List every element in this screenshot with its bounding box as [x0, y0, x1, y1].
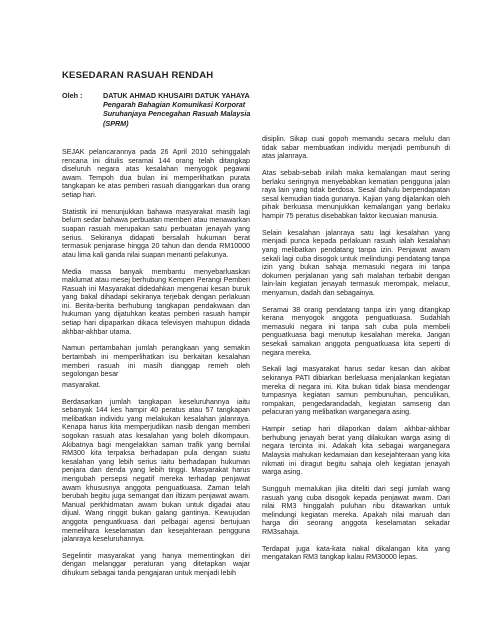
author-label: Oleh :	[62, 91, 83, 100]
paragraph: Selain kesalahan jalanraya satu lagi kesalahan yang menjadi punca kepada perlakuan rasuah ialah kesalahan yang melibatkan pendatang tanpa izin. Penjawat awam sekali lagi cuba disogok untuk melindungi pendatang tanpa izin yang bukan sahaja memasuki negara ini tanpa dokumen perjalanan yang sah malahan terbabit dengan lain-lain kegiatan jenayah termasuk merompak, melacur, menyamun, dadah dan sebagainya.	[262, 228, 450, 297]
paragraph: Media massa banyak membantu menyebarluaskan maklumat atau mesej berhubung Kempen Perangi Pemberi Rasuah ini Masyarakat didedahkan mengenai kesan buruk yang bakal dihadapi sekiranya terjebak dengan perlakuan ini. Berita-berita berhubung tangkapan pendakwaan dan hukuman yang dijatuhkan keatas pemberi rasuah hampir setiap hari dipaparkan dikaca televisyen mahupun didada akhbar-akhbar utama.	[62, 267, 250, 336]
paragraph: Sekali lagi masyarakat harus sedar kesan dan akibat sekiranya PATI dibiarkan berleluasa menjalankan kegiatan mereka di negara ini. Kita bukan tidak biasa mendengar tumpasnya kegiatan samun pembunuhan, penculikan, rompakan, pengedarandadah, kegiatan samseng dan pelacuran yang melibatkan warganegara asing.	[262, 365, 450, 417]
paragraph: Namun pertambahan jumlah perangkaan yang semakin bertambah ini memperlihatkan isu berkaitan kesalahan memberi rasuah ini masih dianggap remeh oleh segolongan besar	[62, 344, 250, 379]
paragraph: Sungguh memalukan jika diteliti dari segi jumlah wang rasuah yang cuba disogok kepada penjawat awam. Dari nilai RM3 hinggalah puluhan ribu ditawarkan untuk melindungi kegiatan mereka. Apakah nilai maruah dan harga diri seorang anggota keselamatan sekadar RM3sahaja.	[262, 484, 450, 536]
author-info	[103, 91, 423, 128]
paragraph: Berdasarkan jumlah tangkapan keseluruhannya iaitu sebanyak 144 kes hampir 40 peratus atau 57 tangkapan melibatkan individu yang melakukan kesalahan jalanraya. Kenapa harus kita memperjudikan nasib dengan memberi sogokan rasuah atas kesalahan yang boleh dikompaun. Akibatnya bagi mengelakkan saman trafik yang bernilai RM300 kita terpaksa berhadapan pula dengan suatu kesalahan yang lebih serius iaitu berhadapan hukuman penjara dan denda yang lebih tinggi. Masyarakat harus mengubah persepsi negatif mereka terhadap penjawat awam khususnya anggota penguatkuasa. Zaman telah berubah begitu juga semangat dan iltizam penjawat awam. Manual perkhidmatan awam bukan untuk digadai atau dijual. Wang ringgit bukan galang gantinya. Kewujudan anggota penguatkuasa dari pelbagai agensi bertujuan memelihara keselamatan dan kesejahteraan pengguna jalanraya keseluruhannya.	[62, 397, 250, 544]
author-role-line: Pengarah Bahagian Komunikasi Korporat	[103, 100, 246, 110]
paragraph: masyarakat.	[62, 380, 101, 389]
paragraph: Atas sebab-sebab inilah maka kemalangan maut sering berlaku seringnya menyebabkan kematian pengguna jalan raya lain yang tidak berdosa. Sesal dahulu berpendapatan sesal kemudian tiada gunanya. Kajian yang dijalankan oleh pihak berkuasa menunjukkan kemalangan yang berlaku hampir 75 peratus disebabkan faktor kecuaian manusia.	[262, 168, 450, 220]
article-title: KESEDARAN RASUAH RENDAH	[62, 70, 214, 81]
paragraph: Hampir setiap hari dilaporkan dalam akhbar-akhbar berhubung jenayah berat yang dilakukan warga asing di negara tercinta ini. Adakah kita sebagai warganegara Malaysia mahukan kedamaian dan kesejahteraan yang kita nikmati ini diragut begitu sahaja oleh kegiatan jenayah warga asing.	[262, 425, 450, 477]
paragraph: Segelintir masyarakat yang hanya mementingkan diri dengan melanggar peraturan yang ditetapkan wajar dihukum sebagai tanda pengajaran untuk menjadi lebih	[62, 551, 250, 578]
paragraph: disiplin. Sikap cuai gopoh memandu secara melulu dan tidak sabar membuatkan individu menjadi pembunuh di atas jalanraya.	[262, 135, 450, 161]
author-role-line: Suruhanjaya Pencegahan Rasuah Malaysia	[103, 109, 251, 119]
paragraph: Statistik ini menunjukkan bahawa masyarakat masih lagi belum sedar bahawa perbuatan memberi atau menawarkan suapan rasuah merupakan satu perbuatan jenayah yang serius. Sekiranya didapati bersalah hukuman berat termasuk penjarase hingga 20 tahun dan denda RM10000 atau lima kali ganda nilai suapan menanti pelakunya.	[62, 207, 250, 259]
paragraph: Terdapat juga kata-kata nakal dikalangan kita yang mengatakan RM3 tangkap kalau RM30000 lepas.	[262, 544, 450, 562]
left-column	[62, 148, 250, 586]
paragraph: SEJAK pelancarannya pada 26 April 2010 sehinggalah rencana ini ditulis seramai 144 orang telah ditangkap diseluruh negara atas kesalahan menyogok pegawai awam. Tempoh dua bulan ini memperlihatkan purata tangkapan ke atas pemberi rasuah dianggarkan dua orang setiap hari.	[62, 148, 250, 199]
paragraph: Seramai 38 orang pendatang tanpa izin yang ditangkap kerana menyogok anggota penguatkuasa. Sudahlah memasuki negara ini tanpa sah cuba pula membeli penguatkuasa bagi menutup kesalahan mereka. Jangan sesekali samakan anggota penguatkuasa kita seperti di negara mereka.	[262, 305, 450, 357]
author-name: DATUK AHMAD KHUSAIRI DATUK YAHAYA	[103, 91, 250, 100]
author-role-line: (SPRM)	[103, 118, 129, 128]
right-column	[262, 135, 450, 570]
